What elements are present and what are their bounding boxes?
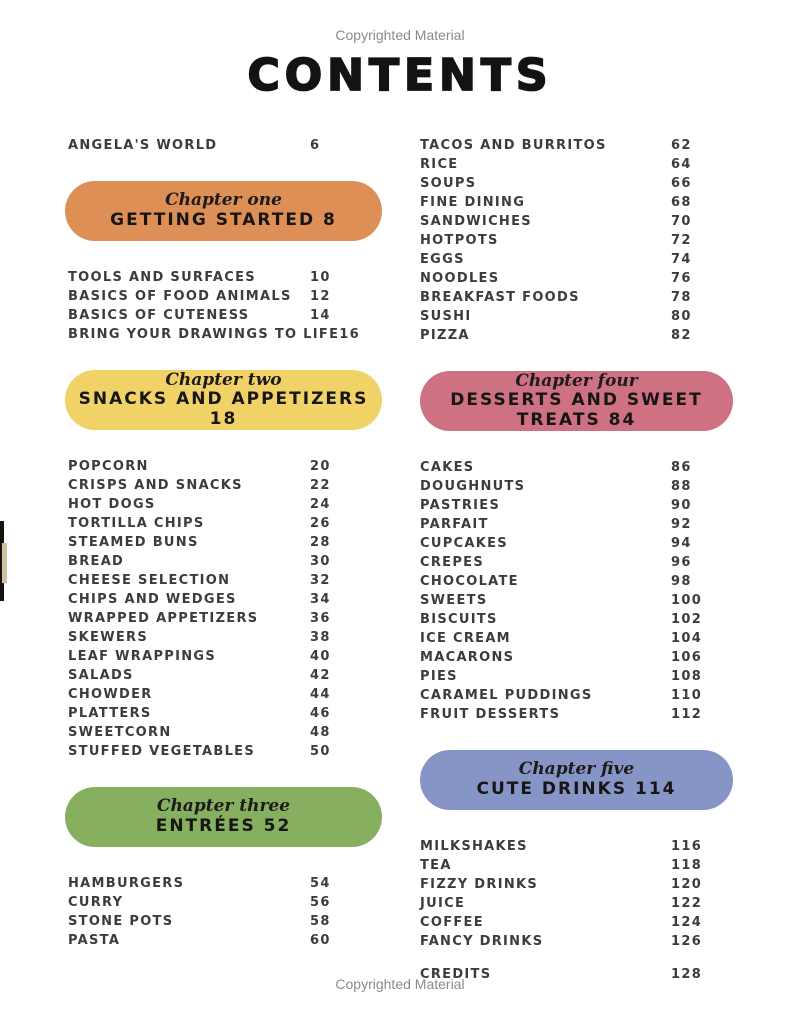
chapter-two-title-label: SNACKS AND APPETIZERS 18 <box>78 389 369 429</box>
toc-entry-label: POPCORN <box>68 459 149 474</box>
toc-entry-page: 90 <box>671 498 692 513</box>
toc-entry-page: 26 <box>310 516 331 531</box>
toc-entry <box>65 931 382 950</box>
toc-entry-page: 122 <box>671 896 703 911</box>
toc-entry-page: 102 <box>671 612 703 627</box>
toc-entry-label: FRUIT DESSERTS <box>420 707 561 722</box>
toc-entry-page: 38 <box>310 630 331 645</box>
toc-entry-label: BREAKFAST FOODS <box>420 290 580 305</box>
toc-entry-page: 68 <box>671 195 692 210</box>
toc-entry <box>65 628 382 647</box>
toc-entry-list <box>65 268 382 344</box>
toc-entry-page: 54 <box>310 876 331 891</box>
toc-entry <box>65 457 382 476</box>
copyright-notice-top: Copyrighted Material <box>335 27 465 43</box>
toc-entry-page: 48 <box>310 725 331 740</box>
toc-entry-label: CHIPS AND WEDGES <box>68 592 237 607</box>
toc-entry-page: 108 <box>671 669 703 684</box>
toc-entry-list <box>420 136 733 345</box>
toc-entry-page: 100 <box>671 593 703 608</box>
toc-entry-page: 70 <box>671 214 692 229</box>
toc-entry-page: 124 <box>671 915 703 930</box>
toc-entry <box>420 477 733 496</box>
toc-entry-label: EGGS <box>420 252 465 267</box>
chapter-four-title-label: DESSERTS AND SWEET TREATS 84 <box>450 390 703 430</box>
toc-entry <box>420 553 733 572</box>
toc-entry-list <box>65 874 382 950</box>
toc-entry <box>420 875 733 894</box>
toc-entry-label: CREDITS <box>420 967 492 982</box>
chapter-five-box <box>420 750 733 810</box>
toc-entry-page: 60 <box>310 933 331 948</box>
toc-entry-page: 62 <box>671 138 692 153</box>
toc-entry <box>65 325 382 344</box>
scan-artifact <box>0 521 4 601</box>
toc-entry-list <box>65 136 382 155</box>
chapter-four-script-label: Chapter four <box>515 370 638 391</box>
toc-entry <box>65 609 382 628</box>
toc-entry <box>65 874 382 893</box>
toc-entry <box>420 269 733 288</box>
toc-entry-label: RICE <box>420 157 459 172</box>
toc-entry-list <box>420 837 733 951</box>
toc-entry-page: 94 <box>671 536 692 551</box>
toc-entry <box>65 666 382 685</box>
chapter-four-box <box>420 371 733 431</box>
toc-entry-page: 92 <box>671 517 692 532</box>
toc-entry-page: 82 <box>671 328 692 343</box>
toc-entry-page: 58 <box>310 914 331 929</box>
toc-entry-page: 104 <box>671 631 703 646</box>
toc-entry-page: 86 <box>671 460 692 475</box>
chapter-five-script-label: Chapter five <box>518 759 635 780</box>
toc-entry-label: HOT DOGS <box>68 497 156 512</box>
toc-entry <box>65 533 382 552</box>
toc-entry-label: CRISPS AND SNACKS <box>68 478 243 493</box>
toc-entry <box>420 231 733 250</box>
toc-entry <box>420 155 733 174</box>
toc-entry-page: 10 <box>310 270 331 285</box>
toc-entry <box>65 571 382 590</box>
toc-entry-page: 34 <box>310 592 331 607</box>
toc-entry-page: 6 <box>310 138 321 153</box>
chapter-three-box <box>65 787 382 847</box>
toc-entry-page: 44 <box>310 687 331 702</box>
toc-entry-label: PLATTERS <box>68 706 152 721</box>
toc-entry-label: FIZZY DRINKS <box>420 877 539 892</box>
toc-entry-label: CHOWDER <box>68 687 153 702</box>
toc-entry <box>65 893 382 912</box>
toc-entry-page: 64 <box>671 157 692 172</box>
toc-entry-page: 76 <box>671 271 692 286</box>
toc-entry-label: TOOLS AND SURFACES <box>68 270 256 285</box>
toc-entry-label: SWEETS <box>420 593 488 608</box>
toc-entry-label: CREPES <box>420 555 485 570</box>
toc-entry-label: JUICE <box>420 896 466 911</box>
toc-entry-page: 116 <box>671 839 703 854</box>
toc-entry-page: 120 <box>671 877 703 892</box>
toc-entry-page: 88 <box>671 479 692 494</box>
toc-entry <box>420 174 733 193</box>
toc-entry-label: SANDWICHES <box>420 214 532 229</box>
toc-entry-label: LEAF WRAPPINGS <box>68 649 217 664</box>
toc-entry-page: 98 <box>671 574 692 589</box>
toc-entry <box>420 496 733 515</box>
toc-entry-page: 106 <box>671 650 703 665</box>
toc-entry-label: HAMBURGERS <box>68 876 185 891</box>
toc-entry-page: 56 <box>310 895 331 910</box>
toc-entry-label: CHEESE SELECTION <box>68 573 231 588</box>
toc-entry <box>420 307 733 326</box>
toc-entry-page: 20 <box>310 459 331 474</box>
toc-entry <box>420 534 733 553</box>
toc-entry-label: COFFEE <box>420 915 484 930</box>
toc-entry-label: PASTA <box>68 933 121 948</box>
toc-entry-page: 14 <box>310 308 331 323</box>
toc-entry <box>420 629 733 648</box>
toc-entry-label: PIZZA <box>420 328 470 343</box>
toc-entry-page: 46 <box>310 706 331 721</box>
toc-entry-label: TORTILLA CHIPS <box>68 516 205 531</box>
toc-entry-page: 74 <box>671 252 692 267</box>
toc-entry-page: 12 <box>310 289 331 304</box>
toc-entry-label: TEA <box>420 858 452 873</box>
toc-entry <box>65 742 382 761</box>
toc-entry-page: 28 <box>310 535 331 550</box>
chapter-five-title-label: CUTE DRINKS 114 <box>476 779 677 800</box>
toc-entry-label: ANGELA'S WORLD <box>68 138 218 153</box>
toc-entry <box>420 705 733 724</box>
toc-entry-label: CARAMEL PUDDINGS <box>420 688 593 703</box>
toc-entry-label: MACARONS <box>420 650 515 665</box>
toc-entry-label: SOUPS <box>420 176 477 191</box>
toc-entry-label: TACOS AND BURRITOS <box>420 138 607 153</box>
page-title: CONTENTS <box>247 50 553 101</box>
toc-entry-label: CHOCOLATE <box>420 574 519 589</box>
toc-entry <box>65 723 382 742</box>
toc-entry <box>65 552 382 571</box>
toc-entry-page: 30 <box>310 554 331 569</box>
toc-left-column <box>65 136 382 950</box>
chapter-three-script-label: Chapter three <box>156 796 291 817</box>
toc-entry <box>65 590 382 609</box>
toc-entry-label: NOODLES <box>420 271 500 286</box>
toc-entry-label: SUSHI <box>420 309 472 324</box>
toc-entry <box>420 326 733 345</box>
toc-entry-label: CAKES <box>420 460 475 475</box>
toc-entry-page: 80 <box>671 309 692 324</box>
toc-entry <box>65 495 382 514</box>
toc-entry-page: 16 <box>339 327 360 342</box>
toc-entry <box>420 193 733 212</box>
chapter-three-title-label: ENTRÉES 52 <box>155 816 292 837</box>
toc-entry-page: 112 <box>671 707 703 722</box>
toc-entry-list <box>420 458 733 724</box>
toc-entry <box>420 515 733 534</box>
toc-entry-page: 126 <box>671 934 703 949</box>
toc-entry-page: 50 <box>310 744 331 759</box>
toc-entry <box>420 913 733 932</box>
toc-entry <box>420 686 733 705</box>
toc-entry <box>420 667 733 686</box>
toc-entry-label: BREAD <box>68 554 125 569</box>
toc-entry <box>65 704 382 723</box>
toc-entry-page: 36 <box>310 611 331 626</box>
toc-entry-label: FANCY DRINKS <box>420 934 544 949</box>
toc-entry <box>65 476 382 495</box>
chapter-two-script-label: Chapter two <box>165 369 282 390</box>
chapter-two-box <box>65 370 382 430</box>
toc-entry-page: 118 <box>671 858 703 873</box>
toc-entry-label: SKEWERS <box>68 630 149 645</box>
toc-entry <box>420 856 733 875</box>
toc-entry-label: CUPCAKES <box>420 536 508 551</box>
toc-entry-label: BASICS OF CUTENESS <box>68 308 250 323</box>
toc-entry-label: BASICS OF FOOD ANIMALS <box>68 289 292 304</box>
toc-entry <box>65 685 382 704</box>
toc-entry <box>420 894 733 913</box>
toc-entry <box>420 591 733 610</box>
toc-entry-label: SWEETCORN <box>68 725 172 740</box>
toc-entry-page: 72 <box>671 233 692 248</box>
toc-entry <box>65 287 382 306</box>
toc-entry-label: PARFAIT <box>420 517 489 532</box>
toc-entry <box>420 288 733 307</box>
chapter-one-box <box>65 181 382 241</box>
toc-entry-page: 40 <box>310 649 331 664</box>
toc-entry-label: MILKSHAKES <box>420 839 528 854</box>
toc-entry-label: STONE POTS <box>68 914 174 929</box>
toc-entry <box>65 306 382 325</box>
toc-entry-label: STUFFED VEGETABLES <box>68 744 255 759</box>
toc-entry <box>420 212 733 231</box>
toc-entry <box>420 610 733 629</box>
toc-entry-label: PIES <box>420 669 458 684</box>
toc-entry-page: 42 <box>310 668 331 683</box>
toc-entry <box>65 136 382 155</box>
toc-entry <box>420 136 733 155</box>
toc-entry-label: HOTPOTS <box>420 233 499 248</box>
toc-entry <box>65 268 382 287</box>
toc-entry <box>420 572 733 591</box>
toc-entry-page: 24 <box>310 497 331 512</box>
toc-entry-label: BRING YOUR DRAWINGS TO LIFE <box>68 327 340 342</box>
toc-entry <box>65 912 382 931</box>
toc-entry <box>65 647 382 666</box>
toc-entry-label: DOUGHNUTS <box>420 479 526 494</box>
toc-entry-label: CURRY <box>68 895 124 910</box>
toc-entry <box>420 932 733 951</box>
toc-entry-label: WRAPPED APPETIZERS <box>68 611 259 626</box>
toc-entry-page: 128 <box>671 967 703 982</box>
toc-entry-page: 78 <box>671 290 692 305</box>
toc-entry-label: PASTRIES <box>420 498 501 513</box>
chapter-one-title-label: GETTING STARTED 8 <box>110 210 337 231</box>
toc-entry-page: 22 <box>310 478 331 493</box>
scan-artifact-inner <box>2 543 7 583</box>
toc-entry <box>420 250 733 269</box>
toc-entry-label: BISCUITS <box>420 612 498 627</box>
toc-entry-label: ICE CREAM <box>420 631 511 646</box>
toc-entry <box>65 514 382 533</box>
toc-right-column <box>420 136 733 984</box>
toc-entry-page: 32 <box>310 573 331 588</box>
toc-entry-page: 66 <box>671 176 692 191</box>
toc-entry <box>420 837 733 856</box>
toc-entry-page: 110 <box>671 688 703 703</box>
toc-entry <box>420 458 733 477</box>
toc-entry-label: FINE DINING <box>420 195 526 210</box>
toc-entry <box>420 648 733 667</box>
toc-entry-list <box>65 457 382 761</box>
copyright-notice-bottom: Copyrighted Material <box>335 976 465 992</box>
toc-entry-page: 96 <box>671 555 692 570</box>
toc-entry-label: STEAMED BUNS <box>68 535 199 550</box>
toc-entry-label: SALADS <box>68 668 134 683</box>
chapter-one-script-label: Chapter one <box>165 190 282 211</box>
